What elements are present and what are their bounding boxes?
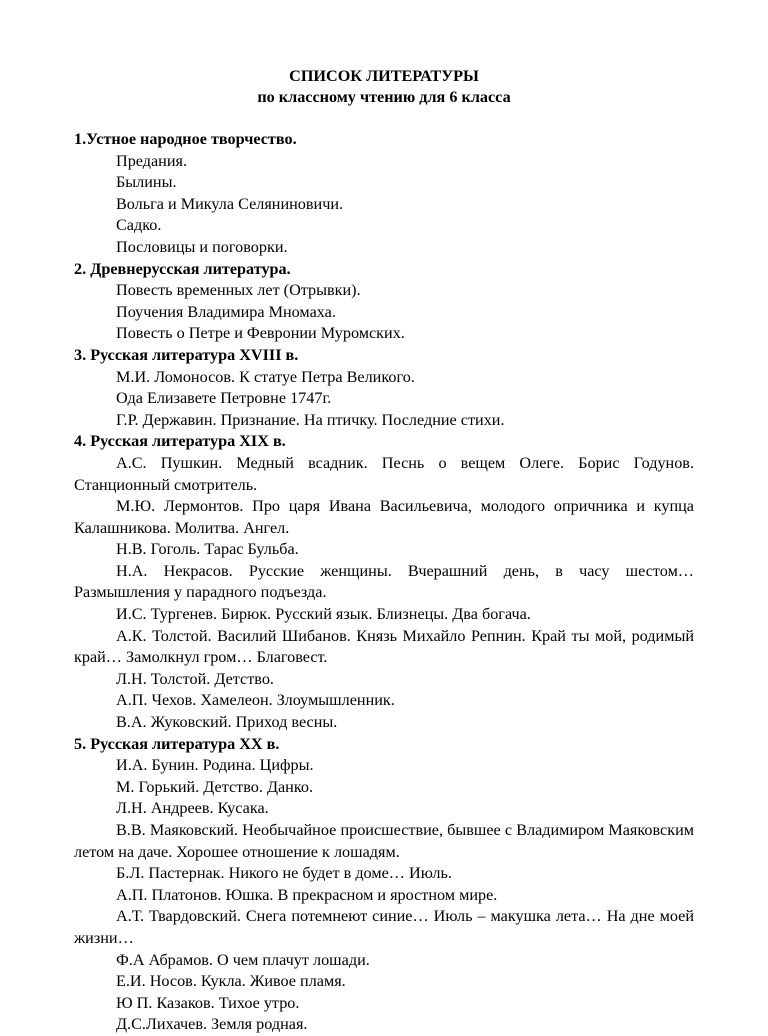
list-item: А.С. Пушкин. Медный всадник. Песнь о вещем Олеге. Борис Годунов. Станционный смотритель.: [74, 453, 694, 494]
list-item: Б.Л. Пастернак. Никого не будет в доме… Июль.: [116, 864, 452, 883]
list-item: Повесть о Петре и Февронии Муромских.: [116, 324, 405, 343]
list-item: Садко.: [116, 216, 162, 235]
list-item: И.С. Тургенев. Бирюк. Русский язык. Близнецы. Два богача.: [116, 605, 531, 624]
list-item: Н.А. Некрасов. Русские женщины. Вчерашний день, в часу шестом… Размышления у парадного подъезда.: [74, 561, 694, 602]
list-item: Пословицы и поговорки.: [116, 237, 288, 256]
list-item: Ф.А Абрамов. О чем плачут лошади.: [116, 950, 370, 969]
list-item: Ю П. Казаков. Тихое утро.: [116, 993, 300, 1012]
section-heading: 1.Устное народное творчество.: [74, 130, 297, 148]
list-item: В.А. Жуковский. Приход весны.: [116, 713, 338, 732]
list-item: Л.Н. Андреев. Кусака.: [116, 799, 269, 818]
section-heading: 5. Русская литература XX в.: [74, 734, 280, 753]
list-item: Вольга и Микула Селяниновичи.: [116, 194, 344, 213]
list-item: А.П. Чехов. Хамелеон. Злоумышленник.: [116, 691, 395, 710]
list-item: В.В. Маяковский. Необычайное происшествие, бывшее с Владимиром Маяковским летом на даче. Хорошее отношение к лошадям.: [74, 821, 694, 861]
list-item: А.К. Толстой. Василий Шибанов. Князь Михайло Репнин. Край ты мой, родимый край… Замолкнул гром… Благовест.: [74, 626, 694, 667]
list-item: Г.Р. Державин. Признание. На птичку. Последние стихи.: [116, 410, 505, 429]
list-item: Былины.: [116, 173, 177, 192]
section-heading: 4. Русская литература XIX в.: [74, 432, 286, 451]
list-item: Ода Елизавете Петровне 1747г.: [116, 389, 332, 408]
section-heading: 3. Русская литература XVIII в.: [74, 345, 299, 364]
list-item: М.Ю. Лермонтов. Про царя Ивана Васильевича, молодого опричника и купца Калашникова. Молитва. Ангел.: [74, 497, 694, 537]
list-item: Е.И. Носов. Кукла. Живое пламя.: [116, 972, 346, 991]
document-title: СПИСОК ЛИТЕРАТУРЫ: [289, 67, 479, 85]
document-page: [74, 62, 694, 1036]
literature-list: [74, 129, 694, 1036]
list-item: А.П. Платонов. Юшка. В прекрасном и яростном мире.: [116, 885, 498, 904]
list-item: И.А. Бунин. Родина. Цифры.: [116, 756, 314, 775]
list-item: Поучения Владимира Мномаха.: [116, 302, 336, 321]
list-item: Повесть временных лет (Отрывки).: [116, 281, 361, 300]
list-item: М. Горький. Детство. Данко.: [116, 777, 314, 796]
list-item: Л.Н. Толстой. Детство.: [116, 669, 274, 688]
list-item: А.Т. Твардовский. Снега потемнеют синие… Июль – макушка лета… На дне моей жизни…: [74, 907, 694, 947]
list-item: М.И. Ломоносов. К статуе Петра Великого.: [116, 367, 415, 386]
list-item: Предания.: [116, 151, 187, 170]
list-item: Н.В. Гоголь. Тарас Бульба.: [116, 540, 299, 559]
list-item: Д.С.Лихачев. Земля родная.: [116, 1015, 308, 1034]
document-subtitle: по классному чтению для 6 класса: [257, 88, 511, 106]
section-heading: 2. Древнерусская литература.: [74, 259, 291, 278]
